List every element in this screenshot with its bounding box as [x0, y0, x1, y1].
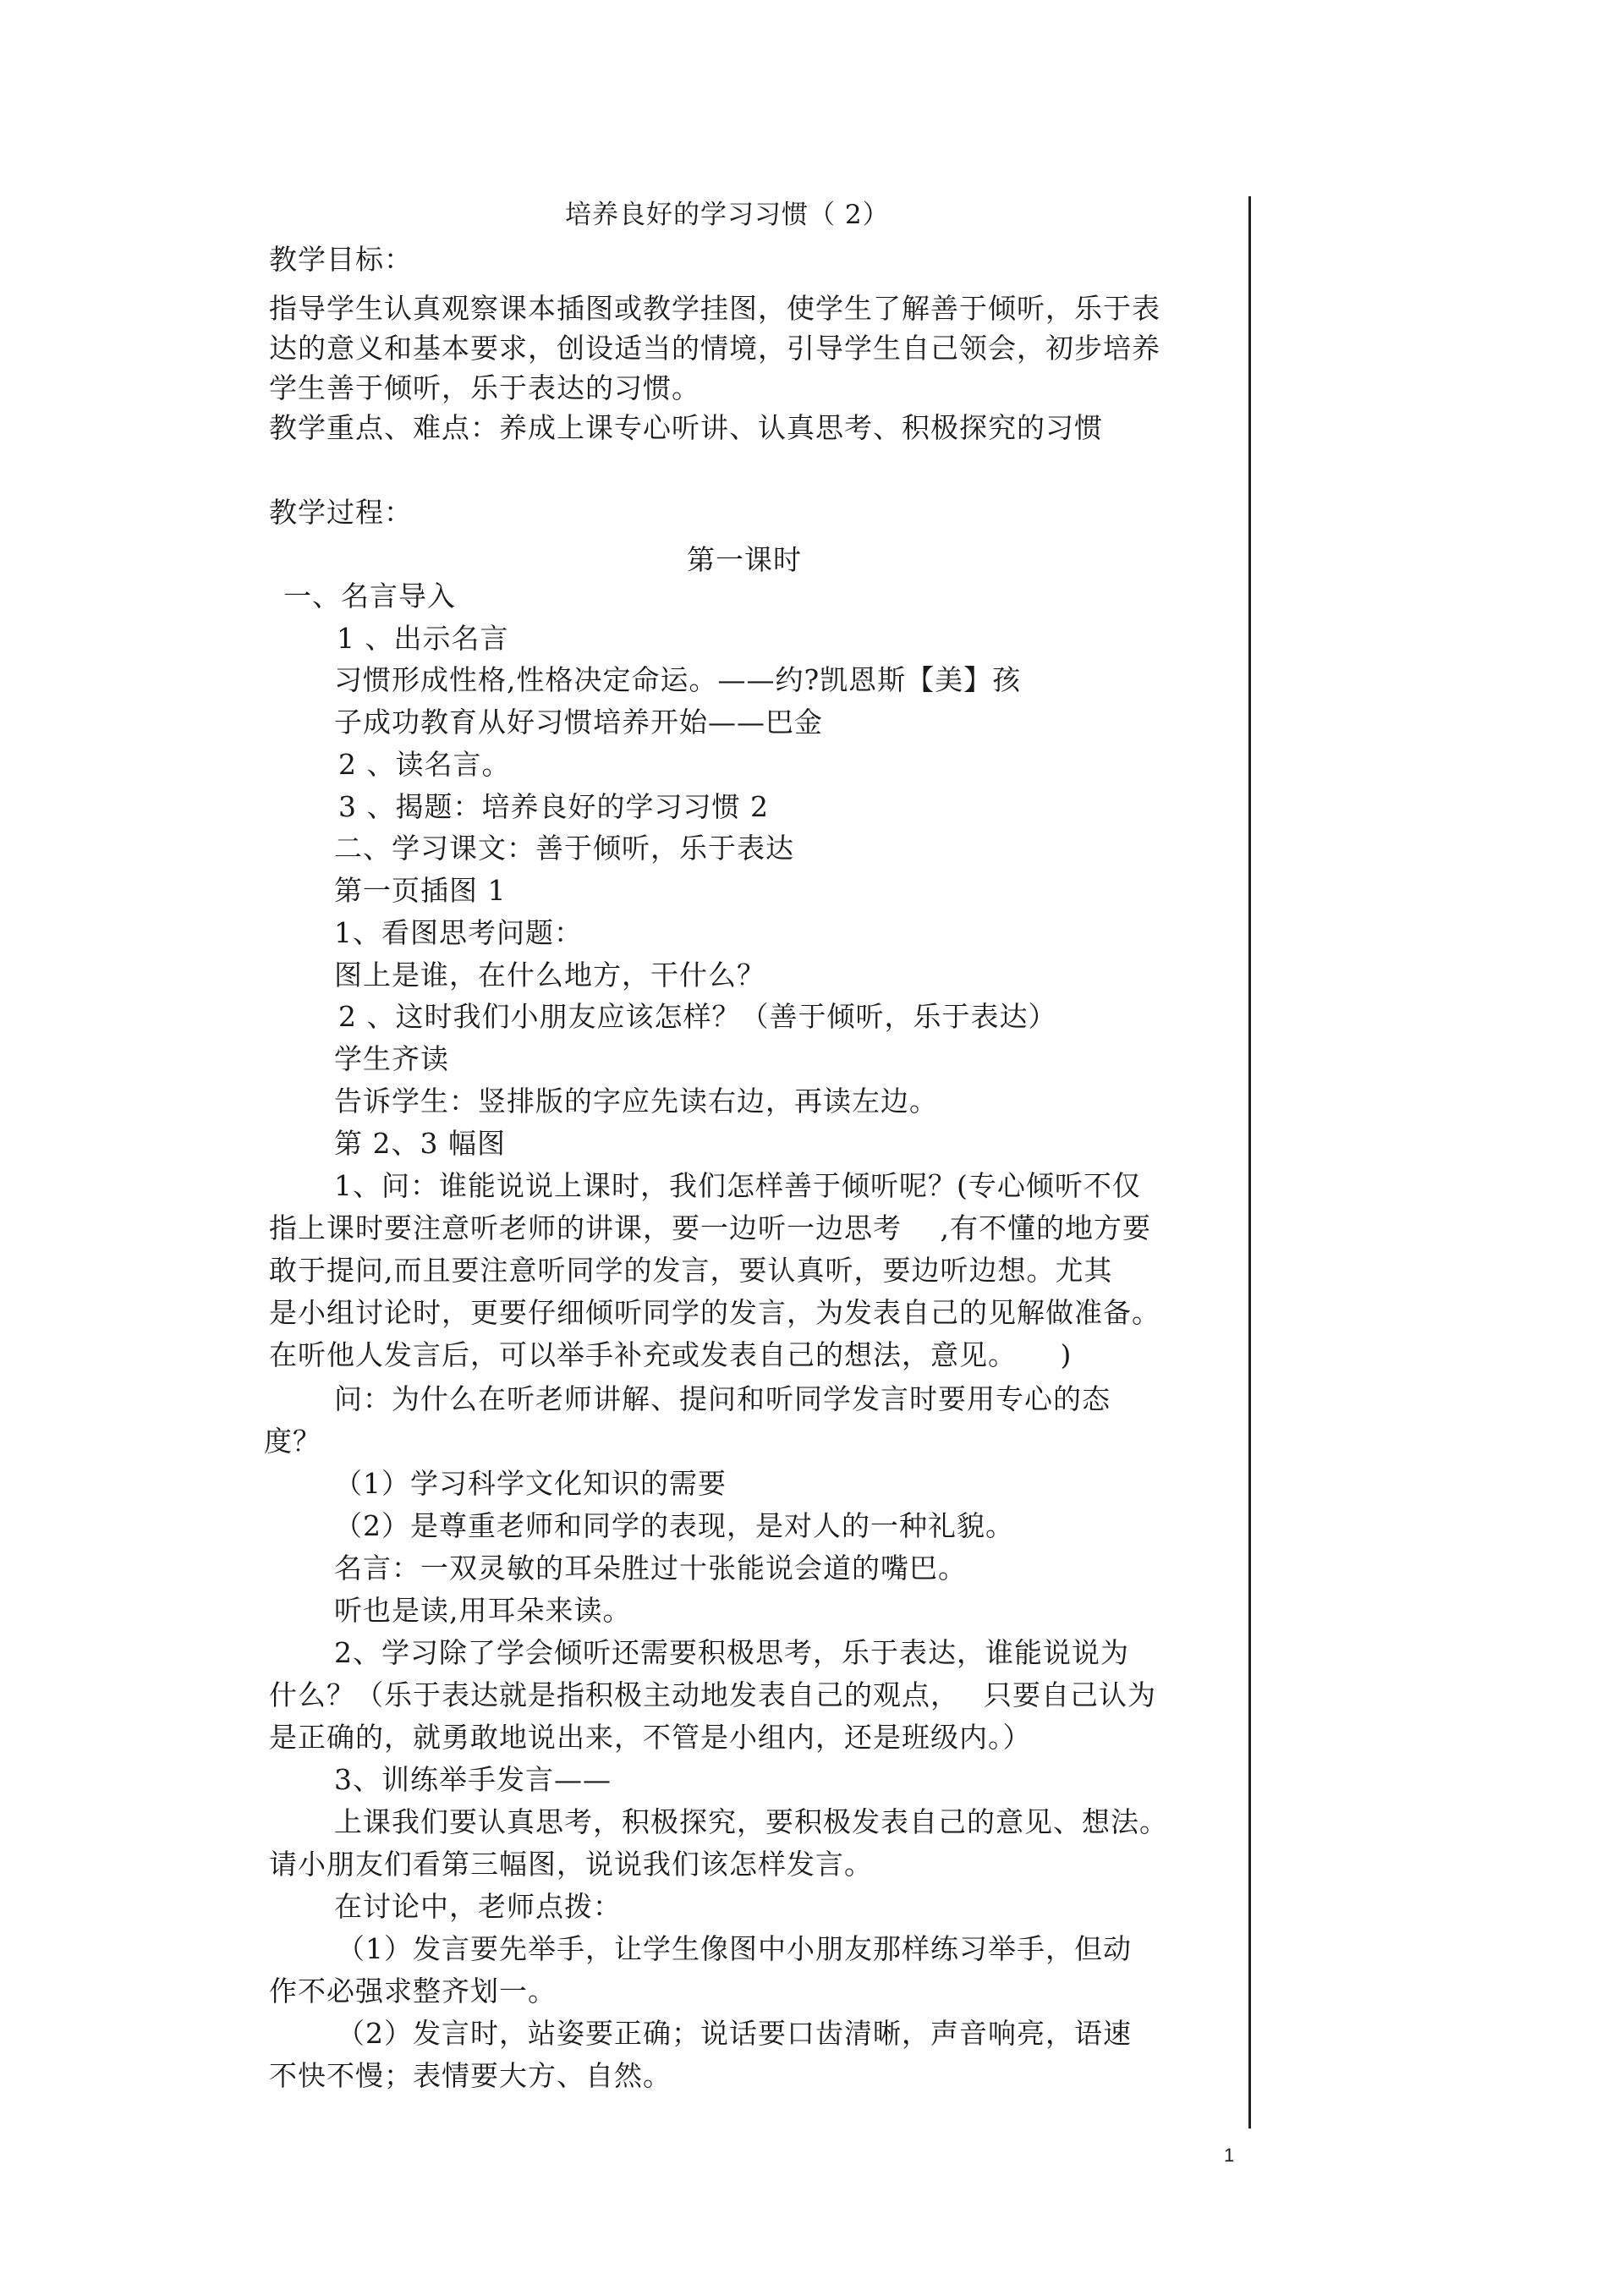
- body-line: 1 、出示名言: [337, 622, 509, 655]
- body-line: 告诉学生：竖排版的字应先读右边，再读左边。: [334, 1085, 938, 1118]
- body-line: 上课我们要认真思考，积极探究，要积极发表自己的意见、想法。: [334, 1805, 1168, 1838]
- body-line: 学生齐读: [334, 1042, 449, 1075]
- body-line: 图上是谁，在什么地方，干什么？: [334, 958, 765, 991]
- right-margin-rule: [1248, 196, 1251, 2128]
- body-line: 习惯形成性格,性格决定命运。——约?凯恩斯【美】孩: [334, 663, 1022, 696]
- body-line: 指上课时要注意听老师的讲课，要一边听一边思考 ,有不懂的地方要: [269, 1211, 1151, 1244]
- lesson-title: 第一课时: [687, 543, 802, 576]
- body-line: （2）是尊重老师和同学的表现，是对人的一种礼貌。: [334, 1509, 1014, 1542]
- page-number: 1: [1224, 2145, 1235, 2166]
- body-line: （1）发言要先举手，让学生像图中小朋友那样练习举手，但动: [337, 1932, 1132, 1965]
- key-points: 教学重点、难点：养成上课专心听讲、认真思考、积极探究的习惯: [269, 411, 1103, 444]
- body-line: 什么？（乐于表达就是指积极主动地发表自己的观点， 只要自己认为: [269, 1678, 1156, 1711]
- body-line: 2、学习除了学会倾听还需要积极思考，乐于表达，谁能说说为: [334, 1636, 1129, 1669]
- body-line: 在讨论中，老师点拨：: [334, 1890, 622, 1923]
- body-line: 在听他人发言后，可以举手补充或发表自己的想法，意见。 ): [269, 1338, 1073, 1371]
- body-line: 第一页插图 1: [334, 874, 507, 907]
- body-line: 是正确的，就勇敢地说出来，不管是小组内，还是班级内。）: [269, 1721, 1032, 1754]
- body-line: 1、问：谁能说说上课时，我们怎样善于倾听呢？(专心倾听不仅: [334, 1169, 1141, 1202]
- body-line: 敢于提问,而且要注意听同学的发言，要认真听，要边听边想。尤其: [269, 1254, 1113, 1287]
- body-line: 问：为什么在听老师讲解、提问和听同学发言时要用专心的态: [334, 1382, 1111, 1415]
- body-line: 二、学习课文：善于倾听，乐于表达: [334, 832, 794, 865]
- body-line: （2）发言时，站姿要正确；说话要口齿清晰，声音响亮，语速: [337, 2017, 1132, 2050]
- objectives-line: 达的意义和基本要求，创设适当的情境，引导学生自己领会，初步培养: [269, 332, 1160, 365]
- process-heading: 教学过程：: [269, 496, 413, 529]
- body-line: 是小组讨论时，更要仔细倾听同学的发言，为发表自己的见解做准备。: [269, 1296, 1160, 1329]
- objectives-line: 学生善于倾听，乐于表达的习惯。: [269, 371, 700, 404]
- body-line: 3、训练举手发言——: [334, 1763, 612, 1796]
- body-line: 一、名言导入: [283, 579, 456, 612]
- body-line: 作不必强求整齐划一。: [269, 1975, 557, 2008]
- objectives-heading: 教学目标：: [269, 243, 413, 276]
- body-line: 2 、这时我们小朋友应该怎样？（善于倾听，乐于表达）: [338, 1000, 1057, 1033]
- body-line: （1）学习科学文化知识的需要: [334, 1467, 727, 1500]
- body-line: 3 、揭题：培养良好的学习习惯 2: [338, 790, 769, 823]
- body-line: 不快不慢；表情要大方、自然。: [269, 2059, 672, 2092]
- body-line: 1、看图思考问题：: [334, 916, 583, 949]
- body-line: 听也是读,用耳朵来读。: [334, 1594, 632, 1627]
- body-line: 2 、读名言。: [338, 748, 511, 781]
- objectives-line: 指导学生认真观察课本插图或教学挂图，使学生了解善于倾听，乐于表: [269, 292, 1160, 325]
- body-line: 子成功教育从好习惯培养开始——巴金: [334, 706, 823, 739]
- body-line: 第 2、3 幅图: [334, 1127, 506, 1160]
- document-title: 培养良好的学习习惯（ 2）: [565, 200, 890, 230]
- body-line: 度？: [264, 1425, 321, 1458]
- body-line: 名言：一双灵敏的耳朵胜过十张能说会道的嘴巴。: [334, 1552, 967, 1585]
- body-line: 请小朋友们看第三幅图，说说我们该怎样发言。: [269, 1848, 873, 1881]
